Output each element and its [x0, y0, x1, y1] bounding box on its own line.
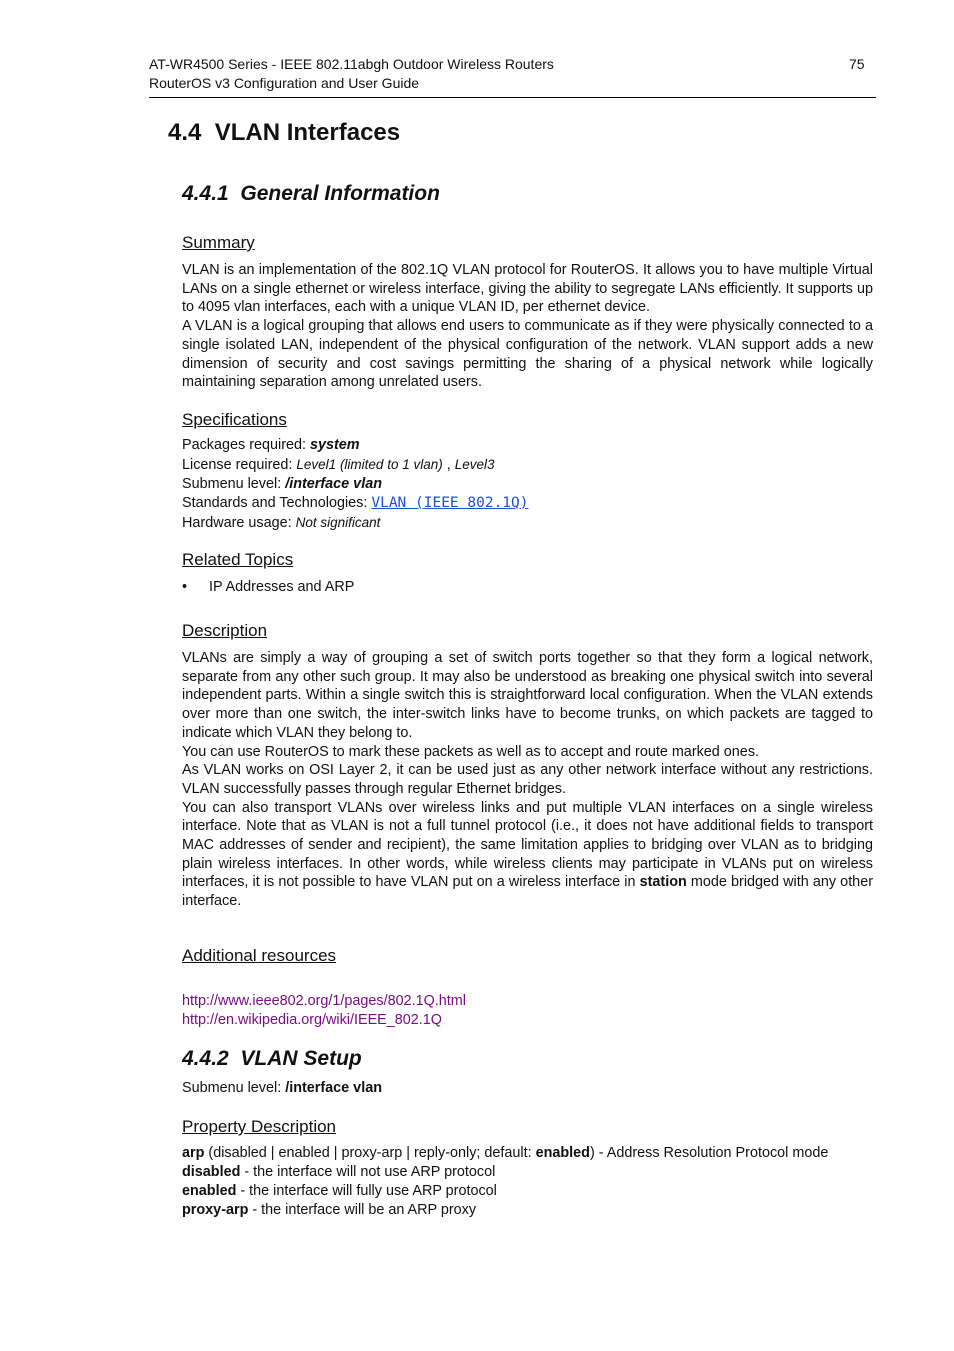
spec-license: License required: Level1 (limited to 1 vlan) , Level3 [182, 457, 495, 473]
summary-heading: Summary [182, 233, 255, 252]
property-arp: arp (disabled | enabled | proxy-arp | reply-only; default: enabled) - Address Resolution Protocol mode [182, 1145, 829, 1161]
subsection-heading-vlan-setup [182, 1047, 362, 1071]
header-rule [149, 97, 876, 98]
resource-link-ieee[interactable]: http://www.ieee802.org/1/pages/802.1Q.html [182, 993, 466, 1009]
subsection-number: 4.4.2 [182, 1047, 229, 1070]
vlan-setup-submenu-value: /interface vlan [285, 1080, 382, 1096]
section-title: VLAN Interfaces [214, 119, 401, 146]
spec-standards: Standards and Technologies: VLAN (IEEE 802.1Q) [182, 495, 529, 511]
spec-hardware: Hardware usage: Not significant [182, 515, 381, 531]
spec-packages: Packages required: system [182, 437, 360, 453]
section-number: 4.4 [168, 119, 202, 146]
property-list [182, 1144, 828, 1220]
license-value-2: Level3 [454, 457, 495, 472]
spec-submenu: Submenu level: /interface vlan [182, 476, 382, 492]
subsection-title: General Information [240, 182, 440, 205]
running-header [149, 55, 554, 93]
property-name: arp [182, 1145, 205, 1161]
section-heading [168, 119, 400, 147]
header-title-line1: AT-WR4500 Series - IEEE 802.11abgh Outdoor Wireless Routers [149, 56, 554, 72]
station-mode-term: station [639, 874, 687, 891]
property-option-enabled: enabled - the interface will fully use ARP protocol [182, 1183, 497, 1199]
description-paragraph-1: VLANs are simply a way of grouping a set of switch ports together so that they form a logical network, separate from any other such group. It may also be understood as breaking one physical switch into several independent parts. Within a single switch this is straightforward local configuration. When the VLAN extends over more than one switch, the inter-switch links have to become trunks, on which packets are tagged to indicate which VLAN they belong to. [182, 650, 873, 741]
vlan-setup-submenu: Submenu level: /interface vlan [182, 1080, 382, 1096]
packages-value: system [310, 437, 360, 453]
hardware-value: Not significant [295, 515, 381, 530]
license-value-1: Level1 (limited to 1 vlan) [296, 457, 443, 472]
description-paragraph-4: You can also transport VLANs over wireless links and put multiple VLAN interfaces on a single wireless interface. Note that as VLAN is not a full tunnel protocol (i.e., it does not have additional fields to transport MAC addresses of sender and recipient), the same limitation applies to bridging over VLAN as to bridging plain wireless interfaces. In other words, while wireless clients may participate in VLANs put on wireless interfaces, it is not possible to have VLAN put on a wireless interface in station mode bridged with any other interface. [182, 799, 873, 910]
description-heading: Description [182, 621, 268, 640]
summary-paragraph-2: A VLAN is a logical grouping that allows end users to communicate as if they were physically connected to a single isolated LAN, independent of the physical configuration of the network. VLAN support adds a new dimension of security and cost savings permitting the sharing of a physical network while logically maintaining separation among unrelated users. [182, 318, 873, 391]
specifications-heading: Specifications [182, 410, 287, 429]
description-paragraph-3: As VLAN works on OSI Layer 2, it can be used just as any other network interface without any restrictions. VLAN successfully passes through regular Ethernet bridges. [182, 762, 873, 797]
submenu-value: /interface vlan [285, 476, 382, 492]
description-body [182, 649, 873, 911]
specifications-list [182, 436, 529, 533]
property-option-proxy-arp: proxy-arp - the interface will be an ARP proxy [182, 1202, 477, 1218]
related-topic-item [182, 578, 354, 597]
subsection-title: VLAN Setup [240, 1047, 362, 1070]
bullet-icon: • [182, 579, 188, 595]
resource-link-wikipedia[interactable]: http://en.wikipedia.org/wiki/IEEE_802.1Q [182, 1012, 442, 1028]
summary-paragraph-1: VLAN is an implementation of the 802.1Q VLAN protocol for RouterOS. It allows you to have multiple Virtual LANs on a single ethernet or wireless interface, giving the ability to segregate LANs efficiently. It supports up to 4095 vlan interfaces, each with a unique VLAN ID, per ethernet device. [182, 262, 873, 316]
property-description-heading: Property Description [182, 1117, 337, 1136]
resource-links [182, 992, 466, 1030]
property-option-disabled: disabled - the interface will not use ARP protocol [182, 1164, 496, 1180]
additional-resources-heading: Additional resources [182, 946, 337, 965]
standards-link[interactable]: VLAN (IEEE 802.1Q) [371, 495, 529, 511]
related-topic-label[interactable]: IP Addresses and ARP [209, 579, 355, 595]
summary-body [182, 261, 873, 392]
property-default: enabled [535, 1145, 590, 1161]
description-paragraph-2: You can use RouterOS to mark these packets as well as to accept and route marked ones. [182, 743, 760, 760]
subsection-number: 4.4.1 [182, 182, 229, 205]
related-topics-heading: Related Topics [182, 550, 294, 569]
page-number: 75 [849, 56, 865, 72]
subsection-heading-general [182, 182, 440, 206]
header-title-line2: RouterOS v3 Configuration and User Guide [149, 75, 420, 91]
